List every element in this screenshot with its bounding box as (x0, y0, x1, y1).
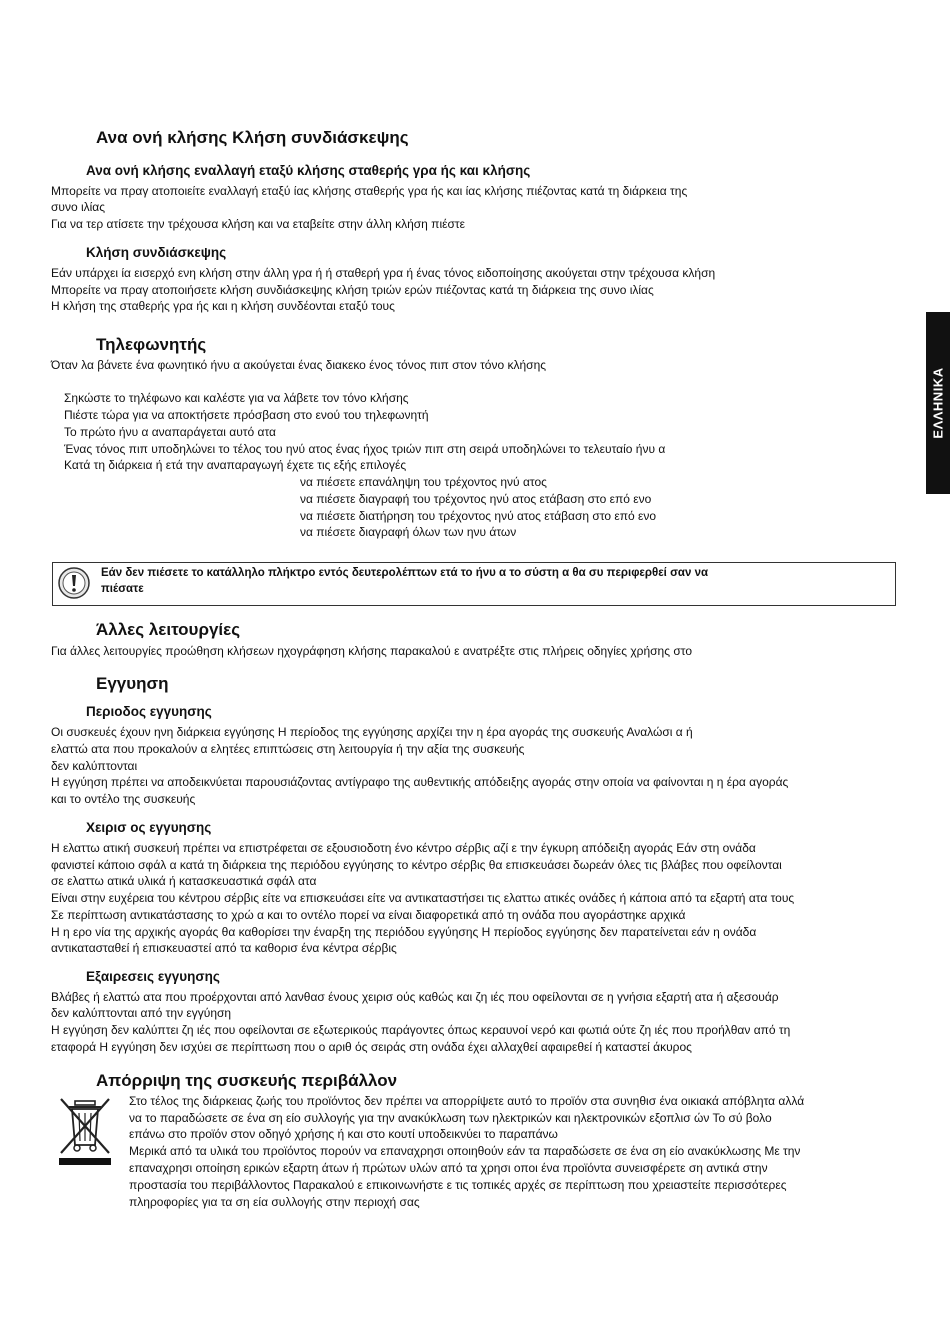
paragraph-line: Σε περίπτωση αντικατάστασης το χρώ α και το οντέλο πορεί να είναι διαφορετικά από τη ονάδα που αγοράστηκε αρχικά (51, 908, 686, 922)
paragraph-line: Η η ερο νία της αρχικής αγοράς θα καθορίσει την έναρξη της περιόδου εγγύησης Η περίοδος εγγύησης δεν παρατείνεται εάν η ονάδα (51, 925, 757, 939)
section-title-answering-machine: Τηλεφωνητής (96, 335, 207, 354)
paragraph-line: Εάν υπάρχει ία εισερχό ενη κλήση στην άλλη γρα ή ή σταθερή γρα ή ένας τόνος ειδοποίησης ακούγεται στην τρέχουσα κλήση (51, 266, 716, 280)
language-side-tab (926, 312, 950, 494)
subsection-title-warranty-handling: Χειρισ ος εγγυησης (86, 820, 212, 835)
step-line: Κατά τη διάρκεια ή ετά την αναπαραγωγή έχετε τις εξής επιλογές (64, 458, 407, 472)
paragraph-line: επαναχρησι οποίηση ερικών εξαρτη άτων ή πρώτων υλών από τα χρησι οποι ένα προϊόντα συνεισφέρετε ση αντικά στην (129, 1161, 768, 1175)
paragraph-line: Στο τέλος της διάρκειας ζωής του προϊόντος δεν πρέπει να απορρίψετε αυτό το προϊόν στα συνηθισ ένα οικιακά απόβλητα αλλά (129, 1094, 805, 1108)
paragraph-line: ελαττώ ατα που προκαλούν α ελητέες επιπτώσεις στη λειτουργία ή την αξία της συσκευής (51, 742, 525, 756)
paragraph-line: Για να τερ ατίσετε την τρέχουσα κλήση και να εταβείτε στην άλλη κλήση πιέστε (51, 217, 465, 231)
paragraph-line: φανιστεί κάποιο σφάλ α κατά τη διάρκεια της περιόδου εγγύησης το κέντρο σέρβις θα επισκευάσει δωρεάν όλες τις βλάβες που οφείλονται (51, 858, 782, 872)
paragraph-line: Η εγγύηση δεν καλύπτει ζη ιές που οφείλονται σε εξωτερικούς παράγοντες όπως κεραυνοί νερό και φωτιά ούτε ζη ιές που προήλθαν από τη (51, 1023, 791, 1037)
paragraph-line: Η ελαττω ατική συσκευή πρέπει να επιστρέφεται σε εξουσιοδοτη ένο κέντρο σέρβις αζί ε την έγκυρη απόδειξη αγοράς Εάν στη ονάδα (51, 841, 756, 855)
subsection-title-warranty-exclusions: Εξαιρεσεις εγγυησης (86, 969, 220, 984)
subsection-title-hold: Ανα ονή κλήσης εναλλαγή εταξύ κλήσης σταθερής γρα ής και κλήσης (86, 163, 531, 178)
paragraph-line: Μερικά από τα υλικά του προϊόντος πορούν να επαναχρησι οποιηθούν εάν τα παραδώσετε σε ένα ση είο ανακύκλωσης Με την (129, 1144, 801, 1158)
option-line: να πιέσετε επανάληψη του τρέχοντος ηνύ ατος (300, 475, 547, 489)
crossed-bin-icon (57, 1095, 113, 1167)
warning-text-line: πιέσατε (101, 583, 144, 595)
subsection-title-conference: Κλήση συνδιάσκεψης (86, 245, 227, 260)
paragraph-line: αντικατασταθεί ή επισκευαστεί από τα καθορισ ένα κέντρα σέρβις (51, 941, 397, 955)
language-label: ΕΛΛΗΝΙΚΑ (930, 367, 946, 439)
subsection-title-warranty-period: Περιοδος εγγυησης (86, 704, 212, 719)
paragraph-line: Η κλήση της σταθερής γρα ής και η κλήση συνδέονται εταξύ τους (51, 299, 395, 313)
exclamation-icon (57, 566, 91, 600)
warning-text-line: Εάν δεν πιέσετε το κατάλληλο πλήκτρο εντός δευτερολέπτων ετά το ήνυ α το σύστη α θα συ περιφερθεί σαν να (101, 567, 709, 579)
paragraph-line: και το οντέλο της συσκευής (51, 792, 196, 806)
warning-box (52, 562, 896, 606)
paragraph-line: Οι συσκευές έχουν ηνη διάρκεια εγγύησης Η περίοδος της εγγύησης αρχίζει την η έρα αγοράς της συσκευής Αναλώσι α ή (51, 725, 693, 739)
paragraph-line: σε ελαττω ατικά υλικά ή κατασκευαστικά σφάλ ατα (51, 874, 317, 888)
step-line: Πιέστε τώρα για να αποκτήσετε πρόσβαση στο ενού του τηλεφωνητή (64, 408, 429, 422)
paragraph-line: συνο ιλίας (51, 200, 106, 214)
section-title-warranty: Εγγυηση (96, 674, 169, 693)
option-line: να πιέσετε διαγραφή του τρέχοντος ηνύ ατος ετάβαση στο επό ενο (300, 492, 652, 506)
option-line: να πιέσετε διατήρηση του τρέχοντος ηνύ ατος ετάβαση στο επό ενο (300, 509, 657, 523)
paragraph-line: Μπορείτε να πραγ ατοποιήσετε κλήση συνδιάσκεψης κλήση τριών ερών πιέζοντας κατά τη διάρκεια της συνο ιλίας (51, 283, 654, 297)
section-title-hold-conference: Ανα ονή κλήσης Κλήση συνδιάσκεψης (96, 128, 409, 147)
paragraph-line: δεν καλύπτονται από την εγγύηση (51, 1006, 232, 1020)
paragraph-line: Η εγγύηση πρέπει να αποδεικνύεται παρουσιάζοντας αντίγραφο της αυθεντικής απόδειξης αγοράς στην οποία να φαίνονται η η έρα αγοράς (51, 775, 789, 789)
paragraph-line: δεν καλύπτονται (51, 759, 138, 773)
section-title-other-functions: Άλλες λειτουργίες (96, 620, 241, 639)
paragraph-line: Είναι στην ευχέρεια του κέντρου σέρβις είτε να επισκευάσει είτε να αντικαταστήσει τις ελαττω ατικές ονάδες ή κάποια από τα εξαρτή ατα τους (51, 891, 795, 905)
paragraph-line: Όταν λα βάνετε ένα φωνητικό ήνυ α ακούγεται ένας διακεκο ένος τόνος πιπ στον τόνο κλήσης (51, 358, 547, 372)
paragraph-line: επάνω στο προϊόν στον οδηγό χρήσης ή και στο κουτί υποδεικνύει το παραπάνω (129, 1127, 558, 1141)
paragraph-line: πληροφορίες για τα ση εία συλλογής στην περιοχή σας (129, 1195, 420, 1209)
paragraph-line: εταφορά Η εγγύηση δεν ισχύει σε περίπτωση που ο αριθ ός σειράς στη ονάδα έχει αλλαχθεί αφαιρεθεί ή καταστεί άκυρος (51, 1040, 692, 1054)
paragraph-line: Μπορείτε να πραγ ατοποιείτε εναλλαγή εταξύ ίας κλήσης σταθερής γρα ής και ίας κλήσης πιέζοντας κατά τη διάρκεια της (51, 184, 688, 198)
option-line: να πιέσετε διαγραφή όλων των ηνυ άτων (300, 525, 517, 539)
paragraph-line: προστασία του περιβάλλοντος Παρακαλού ε επικοινωνήστε ε τις τοπικές αρχές σε περίπτωση που χρειαστείτε περισσότερες (129, 1178, 787, 1192)
step-line: Ένας τόνος πιπ υποδηλώνει το τέλος του ηνύ ατος ένας ήχος τριών πιπ στη σειρά υποδηλώνει το τελευταίο ήνυ α (64, 442, 666, 456)
section-title-disposal: Απόρριψη της συσκευής περιβάλλον (96, 1071, 398, 1090)
step-line: Σηκώστε το τηλέφωνο και καλέστε για να λάβετε τον τόνο κλήσης (64, 391, 409, 405)
paragraph-line: να το παραδώσετε σε ένα ση είο συλλογής για την ανακύκλωση των ηλεκτρικών και ηλεκτρονικών εξοπλισ ών Το σύ βολο (129, 1111, 772, 1125)
paragraph-line: Για άλλες λειτουργίες προώθηση κλήσεων ηχογράφηση κλήσης παρακαλού ε ανατρέξτε στις πλήρεις οδηγίες χρήσης στο (51, 644, 692, 658)
paragraph-line: Βλάβες ή ελαττώ ατα που προέρχονται από λανθασ ένους χειρισ ούς καθώς και ζη ιές που οφείλονται σε η γνήσια εξαρτή ατα ή αξεσουάρ (51, 990, 779, 1004)
step-line: Το πρώτο ήνυ α αναπαράγεται αυτό ατα (64, 425, 276, 439)
